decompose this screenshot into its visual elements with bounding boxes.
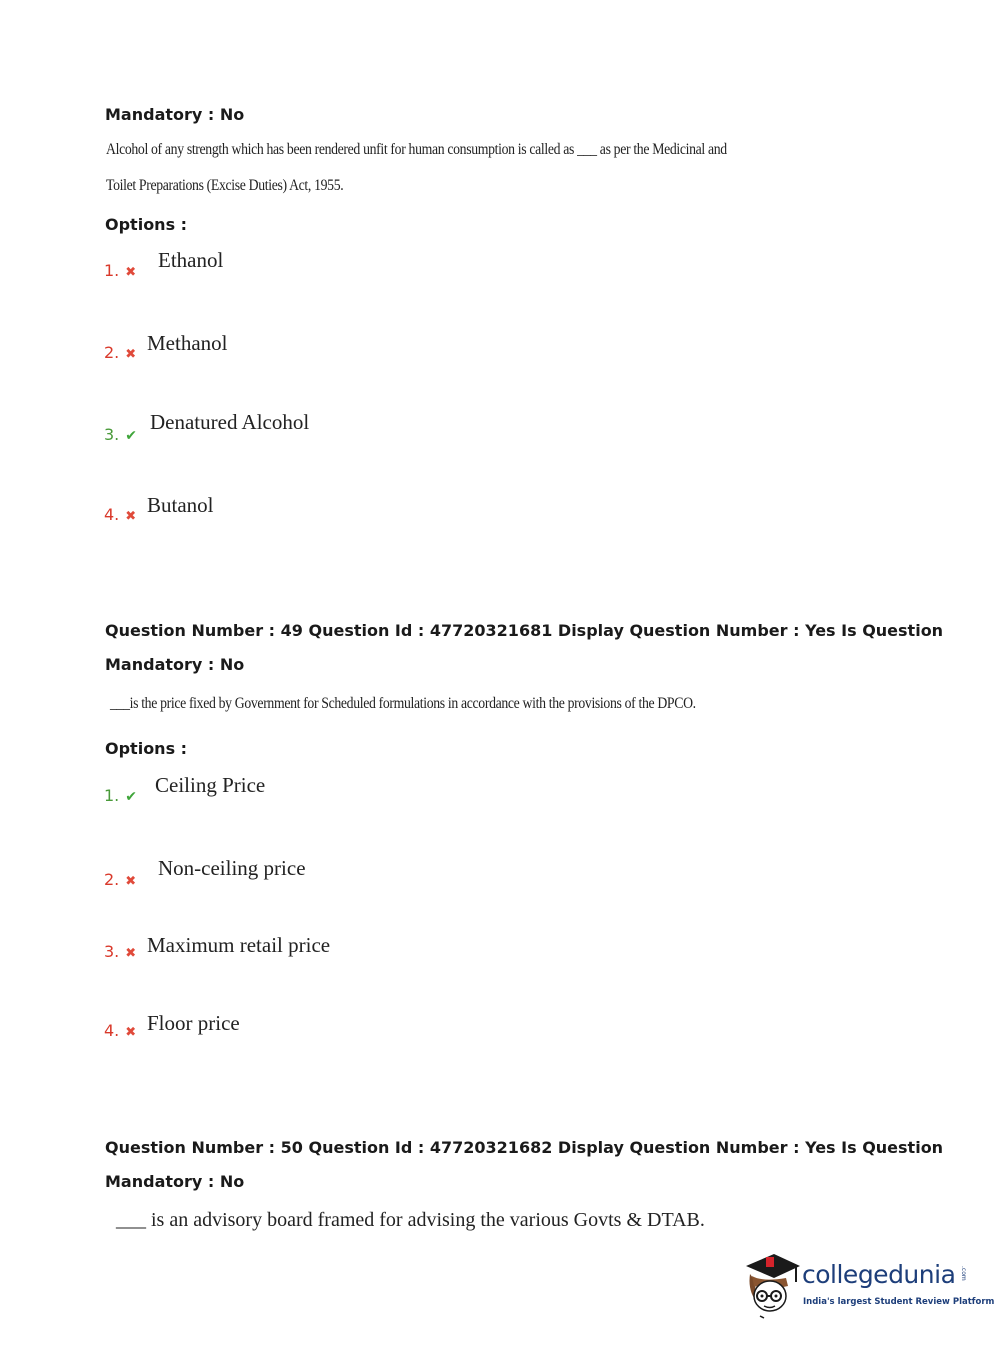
- option-text: Denatured Alcohol: [150, 410, 310, 434]
- logo-suffix: .com: [960, 1266, 967, 1281]
- mandatory-label: Mandatory : No: [105, 655, 245, 674]
- logo-tagline: India's largest Student Review Platform: [803, 1297, 995, 1307]
- logo-wordmark: collegedunia: [802, 1260, 956, 1289]
- options-label: Options :: [105, 215, 188, 234]
- question-text: ___is the price fixed by Government for Scheduled formulations in accordance with the provisions of the DPCO.: [110, 695, 696, 712]
- option-number: 4. ✖: [104, 1021, 137, 1040]
- option-text: Butanol: [147, 493, 214, 517]
- question-header: Question Number : 49 Question Id : 47720321681 Display Question Number : Yes Is Question: [105, 621, 944, 640]
- cross-mark-icon: ✖: [125, 347, 137, 362]
- option-number: 4. ✖: [104, 505, 137, 524]
- mandatory-label: Mandatory : No: [105, 105, 245, 124]
- option-text: Floor price: [147, 1011, 240, 1035]
- check-mark-icon: ✔: [125, 428, 137, 444]
- question-text: ___ is an advisory board framed for advising the various Govts & DTAB.: [116, 1209, 705, 1231]
- option-number: 2. ✖: [104, 343, 137, 362]
- question-text-continued: Toilet Preparations (Excise Duties) Act, 1955.: [106, 177, 344, 194]
- cross-mark-icon: ✖: [125, 1025, 137, 1040]
- option-text: Methanol: [147, 331, 228, 355]
- option-number: 1. ✖: [104, 261, 137, 280]
- collegedunia-logo: [742, 1252, 995, 1322]
- mascot-icon: [742, 1252, 802, 1322]
- option-number: 2. ✖: [104, 870, 137, 889]
- cross-mark-icon: ✖: [125, 946, 137, 961]
- option-number: 1. ✔: [104, 786, 137, 805]
- option-text: Maximum retail price: [147, 933, 331, 957]
- cross-mark-icon: ✖: [125, 874, 137, 889]
- mandatory-label: Mandatory : No: [105, 1172, 245, 1191]
- cross-mark-icon: ✖: [125, 265, 137, 280]
- option-text: Non-ceiling price: [158, 856, 306, 880]
- question-text: Alcohol of any strength which has been rendered unfit for human consumption is called as ___ as per the Medicinal and: [106, 141, 727, 158]
- option-text: Ethanol: [158, 248, 224, 272]
- check-mark-icon: ✔: [125, 789, 137, 805]
- option-number: 3. ✔: [104, 425, 137, 444]
- option-text: Ceiling Price: [155, 773, 266, 797]
- options-label: Options :: [105, 739, 188, 758]
- cross-mark-icon: ✖: [125, 509, 137, 524]
- option-number: 3. ✖: [104, 942, 137, 961]
- question-header: Question Number : 50 Question Id : 47720321682 Display Question Number : Yes Is Question: [105, 1138, 944, 1157]
